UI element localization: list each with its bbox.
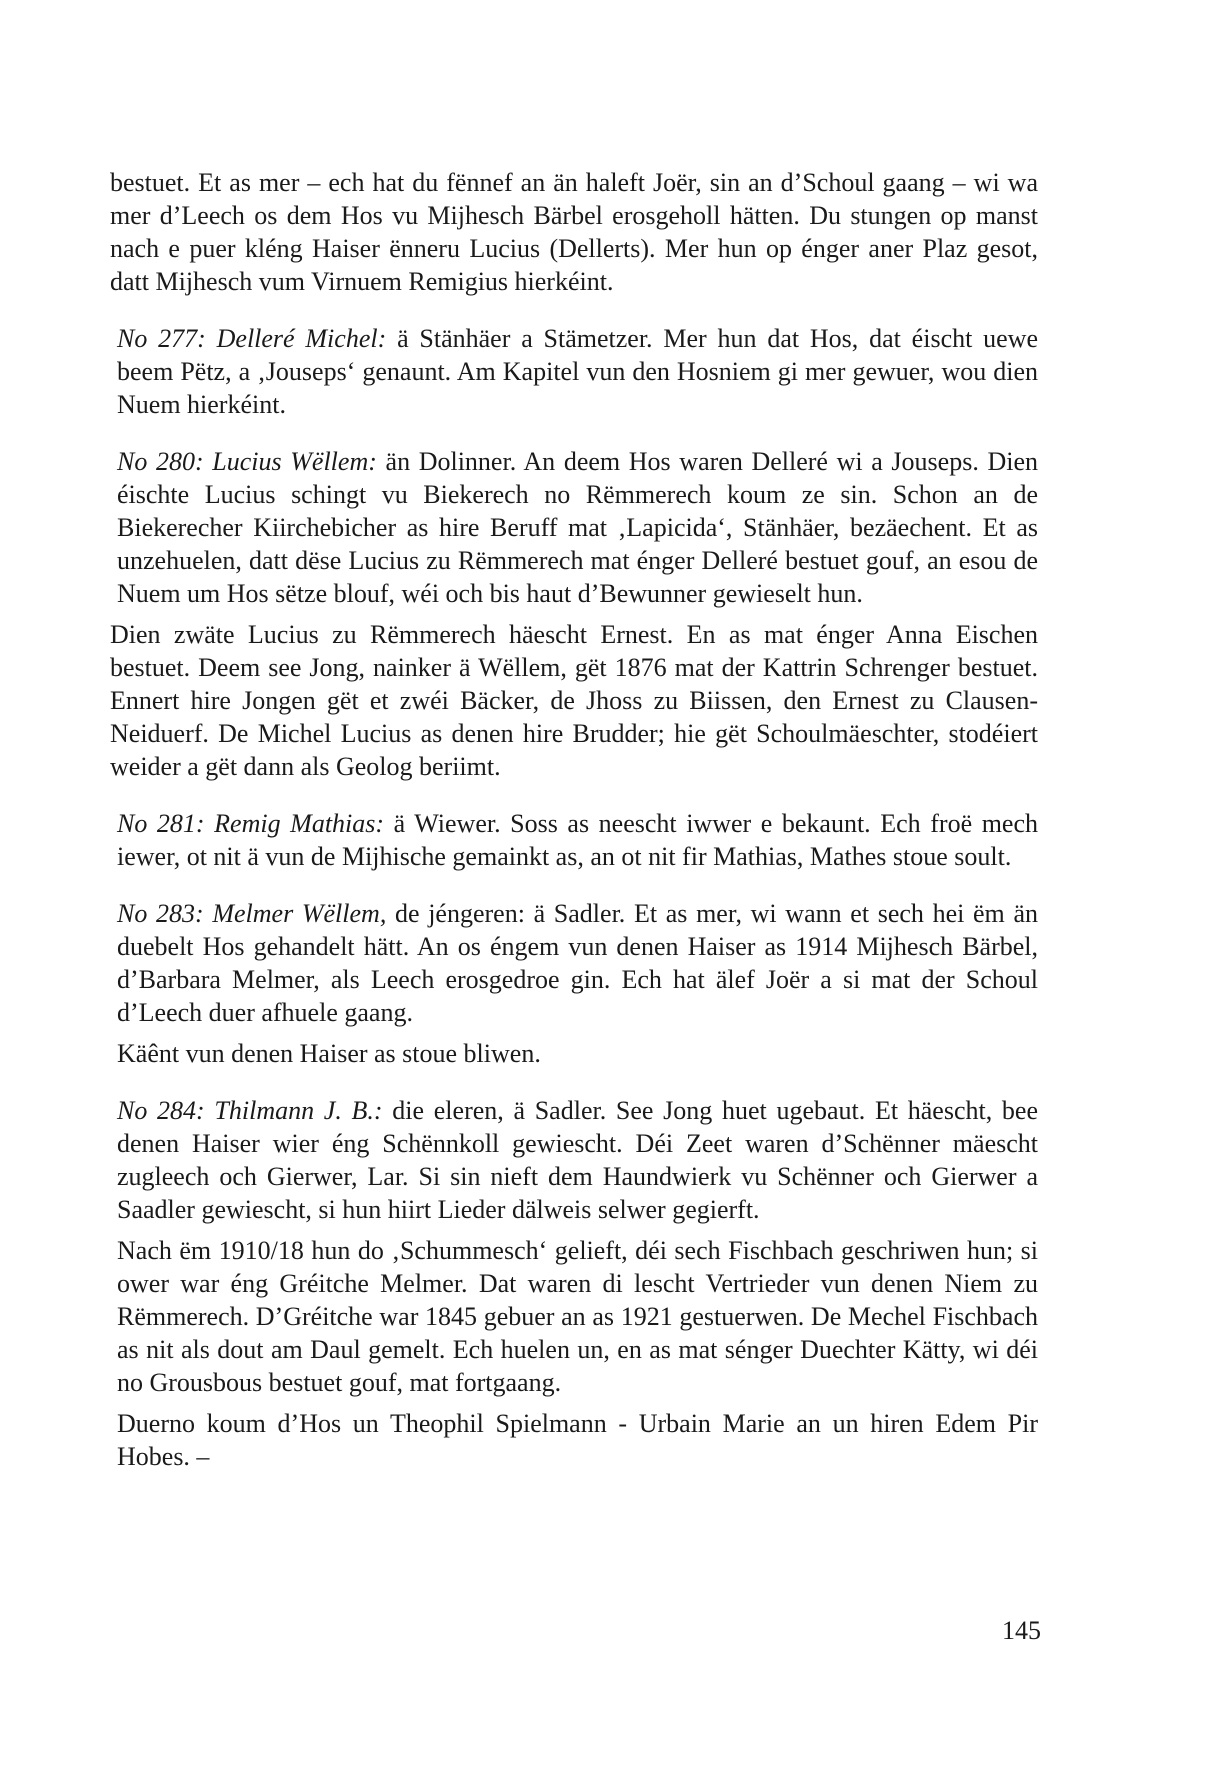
paragraph-text: die eleren, ä Sadler. See Jong huet ugebaut. Et häescht, bee denen Haiser wier éng Schënnkoll gewiescht. Déi Zeet waren d’Schënner mäescht zugleech och Gierwer, Lar. Si sin nieft dem Haundwierk vu Schënner och Gierwer a Saadler gewiescht, si hun hiirt Lieder dälweis selwer gegierft. (117, 1096, 1039, 1224)
paragraph-text: Dien zwäte Lucius zu Rëmmerech häescht Ernest. En as mat énger Anna Eischen bestuet. Deem see Jong, nainker ä Wëllem, gët 1876 mat der Kattrin Schrenger bestuet. Ennert hire Jongen gët et zwéi Bäcker, de Jhoss zu Biissen, den Ernest zu Clausen-Neiduerf. De Michel Lucius as denen hire Brudder; hie gët Schoulmäeschter, stodéiert weider a gët dann als Geolog beriimt. (110, 620, 1038, 781)
paragraph-text: bestuet. Et as mer – ech hat du fënnef an än haleft Joër, sin an d’Schoul gaang – wi wa mer d’Leech os dem Hos vu Mijhesch Bärbel erosgeholl hätten. Du stungen op manst nach e puer kléng Haiser ënneru Lucius (Dellerts). Mer hun op énger aner Plaz gesot, datt Mijhesch vum Virnuem Remigius hierkéint. (110, 168, 1038, 296)
paragraph (110, 166, 1038, 298)
page-body (110, 166, 1038, 1473)
paragraph-text: Käênt vun denen Haiser as stoue bliwen. (117, 1039, 541, 1068)
page-number: 145 (1002, 1616, 1041, 1645)
paragraph-text: ä Wiewer. Soss as neescht iwwer e bekaunt. Ech froë mech iewer, ot nit ä vun de Mijhische gemainkt as, an ot nit fir Mathias, Mathes stoue soult. (117, 809, 1038, 871)
paragraph (110, 1037, 1038, 1070)
paragraph-text: ä Stänhäer a Stämetzer. Mer hun dat Hos, dat éischt uewe beem Pëtz, a ‚Jouseps‘ genaunt. Am Kapitel vun den Hosniem gi mer gewuer, wou dien Nuem hierkéint. (117, 324, 1038, 419)
paragraph (110, 1234, 1038, 1399)
paragraph-text: de jéngeren: ä Sadler. Et as mer, wi wann et sech hei ëm än duebelt Hos gehandelt hätt. An os éngem vun denen Haiser as 1914 Mijhesch Bärbel, d’Barbara Melmer, als Leech erosgedroe gin. Ech hat älef Joër a si mat der Schoul d’Leech duer afhuele gaang. (117, 899, 1038, 1027)
paragraph (110, 618, 1038, 783)
entry-heading: No 280: Lucius Wëllem: (117, 447, 377, 476)
paragraph-text: Nach ëm 1910/18 hun do ‚Schummesch‘ gelieft, déi sech Fischbach geschriwen hun; si ower war éng Gréitche Melmer. Dat waren di lescht Vertrieder vun denen Niem zu Rëmmerech. D’Gréitche war 1845 gebuer an as 1921 gestuerwen. De Mechel Fischbach as nit als dout am Daul gemelt. Ech huelen un, en as mat sénger Duechter Kätty, wi déi no Grousbous bestuet gouf, mat fortgaang. (117, 1236, 1038, 1397)
entry-heading: No 283: Melmer Wëllem, (117, 899, 387, 928)
paragraph (110, 1407, 1038, 1473)
entry-280 (110, 445, 1038, 610)
entry-heading: No 281: Remig Mathias: (117, 809, 385, 838)
paragraph-text: Duerno koum d’Hos un Theophil Spielmann - Urbain Marie an un hiren Edem Pir Hobes. – (117, 1409, 1038, 1471)
entry-284 (110, 1094, 1038, 1226)
entry-heading: No 284: Thilmann J. B.: (117, 1096, 383, 1125)
entry-277 (110, 322, 1038, 421)
paragraph-text: än Dolinner. An deem Hos waren Delleré wi a Jouseps. Dien éischte Lucius schingt vu Biekerech no Rëmmerech koum ze sin. Schon an de Biekerecher Kiirchebicher as hire Beruff mat ‚Lapicida‘, Stänhäer, bezäechent. Et as unzehuelen, datt dëse Lucius zu Rëmmerech mat énger Delleré bestuet gouf, an esou de Nuem um Hos sëtze blouf, wéi och bis haut d’Bewunner gewieselt hun. (117, 447, 1038, 608)
entry-281 (110, 807, 1038, 873)
entry-heading: No 277: Delleré Michel: (117, 324, 387, 353)
entry-283 (110, 897, 1038, 1029)
